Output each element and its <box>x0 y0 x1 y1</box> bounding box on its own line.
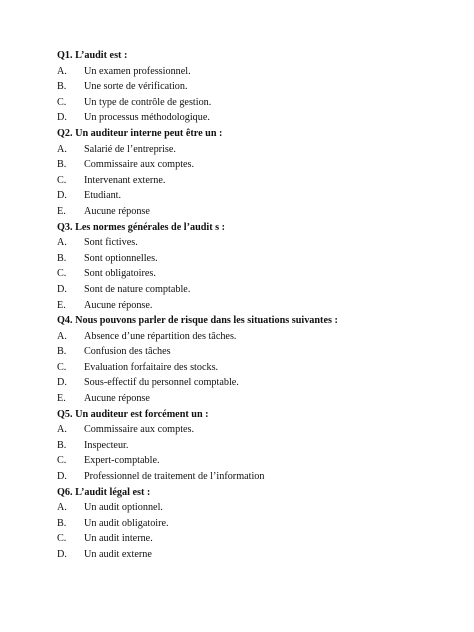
option-letter: B. <box>57 81 67 93</box>
option-letter: D. <box>57 112 67 124</box>
option-text: Sont optionnelles. <box>84 252 158 264</box>
option-letter: B. <box>57 159 67 171</box>
option-letter: D. <box>57 283 67 295</box>
option-text: Aucune réponse <box>84 205 150 217</box>
option-letter: D. <box>57 377 67 389</box>
question-block <box>57 407 457 485</box>
option-letter: E. <box>57 299 66 311</box>
answer-option <box>57 95 457 111</box>
option-letter: C. <box>57 96 67 108</box>
answer-option <box>57 188 457 204</box>
answer-option <box>57 469 457 485</box>
answer-option <box>57 344 457 360</box>
option-letter: A. <box>57 502 67 514</box>
question-block <box>57 48 457 126</box>
option-letter: E. <box>57 205 66 217</box>
question-title: Q4. Nous pouvons parler de risque dans les situations suivantes : <box>57 315 338 327</box>
option-text: Inspecteur. <box>84 439 129 451</box>
answer-option <box>57 235 457 251</box>
question-block <box>57 485 457 563</box>
question-title: Q5. Un auditeur est forcément un : <box>57 408 209 420</box>
answer-option <box>57 438 457 454</box>
option-letter: C. <box>57 455 67 467</box>
answer-option <box>57 329 457 345</box>
option-text: Sont obligatoires. <box>84 268 156 280</box>
quiz-content <box>57 48 457 563</box>
option-text: Etudiant. <box>84 190 122 202</box>
answer-option <box>57 360 457 376</box>
answer-option <box>57 204 457 220</box>
answer-option <box>57 375 457 391</box>
option-text: Un audit optionnel. <box>84 502 163 514</box>
option-letter: C. <box>57 268 67 280</box>
option-letter: A. <box>57 237 67 249</box>
option-text: Un audit interne. <box>84 533 153 545</box>
option-letter: B. <box>57 439 67 451</box>
option-letter: A. <box>57 143 67 155</box>
answer-option <box>57 142 457 158</box>
option-text: Un audit obligatoire. <box>84 517 169 529</box>
option-letter: A. <box>57 65 67 77</box>
option-text: Sous-effectif du personnel comptable. <box>84 377 239 389</box>
question-block <box>57 126 457 220</box>
question-title: Q2. Un auditeur interne peut être un : <box>57 127 223 139</box>
option-text: Professionnel de traitement de l’information <box>84 471 265 483</box>
option-letter: A. <box>57 424 67 436</box>
question-block <box>57 220 457 314</box>
answer-option <box>57 110 457 126</box>
answer-option <box>57 422 457 438</box>
answer-option <box>57 531 457 547</box>
answer-option <box>57 453 457 469</box>
option-text: Un type de contrôle de gestion. <box>84 96 212 108</box>
option-letter: D. <box>57 549 67 560</box>
option-text: Absence d’une répartition des tâches. <box>84 330 237 342</box>
answer-option <box>57 547 457 563</box>
answer-option <box>57 266 457 282</box>
option-text: Une sorte de vérification. <box>84 81 188 93</box>
option-text: Aucune réponse. <box>84 299 153 311</box>
option-text: Commissaire aux comptes. <box>84 424 195 436</box>
option-text: Commissaire aux comptes. <box>84 159 195 171</box>
option-text: Expert-comptable. <box>84 455 160 467</box>
option-letter: E. <box>57 393 66 405</box>
option-text: Un audit externe <box>84 549 152 560</box>
answer-option <box>57 282 457 298</box>
option-text: Sont fictives. <box>84 237 138 249</box>
answer-option <box>57 298 457 314</box>
option-letter: B. <box>57 346 67 358</box>
option-text: Aucune réponse <box>84 393 150 405</box>
answer-option <box>57 157 457 173</box>
option-letter: D. <box>57 471 67 483</box>
question-title: Q3. Les normes générales de l’audit s : <box>57 221 226 233</box>
question-block <box>57 313 457 407</box>
answer-option <box>57 251 457 267</box>
answer-option <box>57 64 457 80</box>
answer-option <box>57 516 457 532</box>
answer-option <box>57 173 457 189</box>
answer-option <box>57 79 457 95</box>
option-text: Confusion des tâches <box>84 346 171 358</box>
question-title: Q6. L’audit légal est : <box>57 486 151 498</box>
option-letter: C. <box>57 533 67 545</box>
option-letter: C. <box>57 361 67 373</box>
option-letter: C. <box>57 174 67 186</box>
option-text: Evaluation forfaitaire des stocks. <box>84 361 219 373</box>
option-text: Salarié de l’entreprise. <box>84 143 176 155</box>
answer-option <box>57 391 457 407</box>
option-text: Intervenant externe. <box>84 174 166 186</box>
answer-option <box>57 500 457 516</box>
option-text: Un processus méthodologique. <box>84 112 210 124</box>
option-letter: D. <box>57 190 67 202</box>
option-letter: B. <box>57 252 67 264</box>
option-letter: B. <box>57 517 67 529</box>
question-title: Q1. L’audit est : <box>57 50 128 61</box>
option-text: Un examen professionnel. <box>84 65 191 77</box>
option-letter: A. <box>57 330 67 342</box>
option-text: Sont de nature comptable. <box>84 283 191 295</box>
